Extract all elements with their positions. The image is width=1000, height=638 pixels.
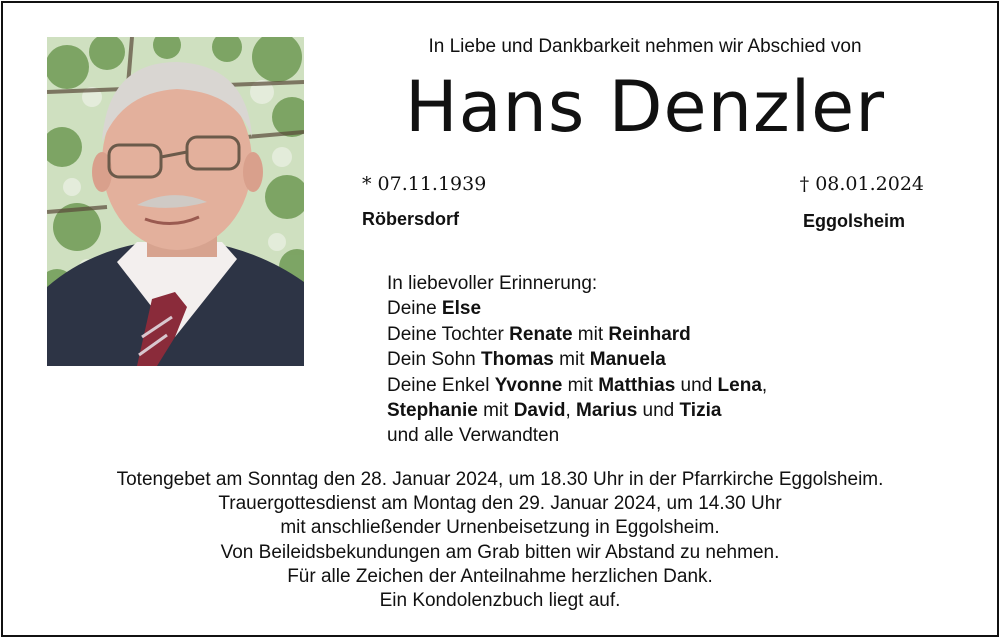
deceased-name: Hans Denzler xyxy=(405,66,885,148)
mourner-text: Deine Tochter xyxy=(387,323,510,345)
mourners-list xyxy=(387,271,767,449)
mourner-name: Stephanie xyxy=(387,400,478,422)
mourner-line xyxy=(387,322,767,347)
intro-text: In Liebe und Dankbarkeit nehmen wir Abschied von xyxy=(428,36,862,57)
mourner-line xyxy=(387,296,767,321)
mourner-text: , xyxy=(565,400,577,422)
mourners-heading: In liebevoller Erinnerung: xyxy=(387,273,598,294)
closing-line: Ein Kondolenzbuch liegt auf. xyxy=(379,590,621,612)
mourner-name: Renate xyxy=(509,323,573,345)
mourner-text: mit xyxy=(562,374,599,396)
closing-line: Totengebet am Sonntag den 28. Januar 2024, um 18.30 Uhr in der Pfarrkirche Eggolsheim. xyxy=(116,469,884,490)
closing-line: Für alle Zeichen der Anteilnahme herzlichen Dank. xyxy=(287,565,713,587)
mourner-text: mit xyxy=(572,323,609,345)
mourner-text: mit xyxy=(553,349,590,371)
death-place: Eggolsheim xyxy=(802,211,905,231)
mourner-name: Thomas xyxy=(481,349,554,371)
mourner-text: , xyxy=(761,374,768,396)
closing-line: Von Beileidsbekundungen am Grab bitten wir Abstand zu nehmen. xyxy=(220,541,780,563)
mourner-text: und xyxy=(637,400,680,422)
mourner-name: David xyxy=(513,400,566,422)
mourner-name: Tizia xyxy=(679,400,722,422)
birth-date: * 07.11.1939 xyxy=(362,173,487,195)
closing-line: Trauergottesdienst am Montag den 29. Januar 2024, um 14.30 Uhr xyxy=(218,493,782,515)
mourner-name: Manuela xyxy=(589,349,666,371)
mourner-line: und alle Verwandten xyxy=(387,425,560,447)
mourner-text: mit xyxy=(477,400,514,422)
mourner-text: Deine Enkel xyxy=(387,374,495,396)
closing-line: mit anschließender Urnenbeisetzung in Eggolsheim. xyxy=(280,517,720,539)
mourner-name: Reinhard xyxy=(608,323,691,345)
mourner-text: Deine xyxy=(387,298,442,320)
mourner-text: Dein Sohn xyxy=(387,349,482,371)
mourner-name: Yvonne xyxy=(494,374,563,396)
mourner-line xyxy=(387,373,767,398)
mourner-name: Matthias xyxy=(598,374,676,396)
mourner-line xyxy=(387,398,767,423)
mourner-name: Lena xyxy=(717,374,762,396)
death-date: † 08.01.2024 xyxy=(799,173,924,195)
mourner-text: und xyxy=(675,374,718,396)
closing-text xyxy=(30,468,970,613)
mourner-line xyxy=(387,347,767,372)
mourner-name: Else xyxy=(441,298,482,320)
mourner-name: Marius xyxy=(576,400,638,422)
birth-place: Röbersdorf xyxy=(362,209,460,229)
portrait-photo xyxy=(47,37,304,366)
